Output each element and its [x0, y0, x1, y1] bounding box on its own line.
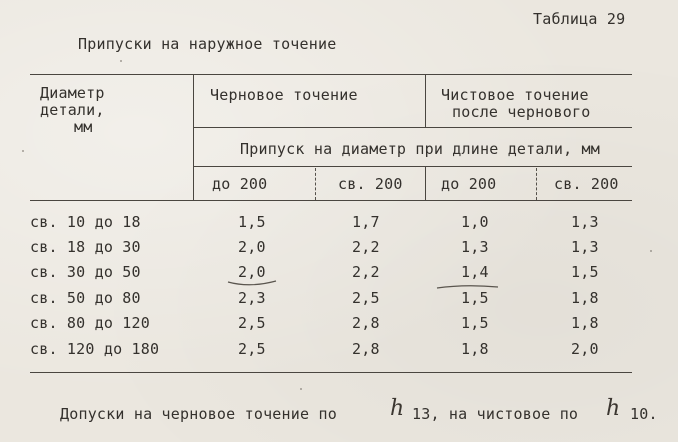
col1-header-line1: Диаметр [40, 84, 105, 102]
row-range: св. 30 до 50 [30, 263, 141, 281]
row-value-finish-over200: 1,8 [571, 289, 599, 307]
row-value-rough-over200: 2,8 [352, 314, 380, 332]
row-value-rough-over200: 2,8 [352, 340, 380, 358]
footer-text-part2: 13, на чистовое по [412, 405, 579, 423]
col1-header-line3: мм [74, 118, 93, 136]
row-value-finish-upto200: 1,5 [461, 314, 489, 332]
row-value-rough-upto200: 2,0 [238, 238, 266, 256]
row-value-finish-over200: 1,8 [571, 314, 599, 332]
row-value-finish-over200: 1,5 [571, 263, 599, 281]
row-value-rough-upto200: 2,3 [238, 289, 266, 307]
row-value-finish-upto200: 1,0 [461, 213, 489, 231]
col1-header-line2: детали, [40, 101, 105, 119]
subheader-finish-over200: св. 200 [554, 175, 619, 193]
row-value-finish-upto200: 1,5 [461, 289, 489, 307]
finish-header-line2: после чернового [452, 103, 591, 121]
tolerance-mark-rough: h [390, 396, 405, 421]
row-value-rough-upto200: 2,5 [238, 314, 266, 332]
paper-speck [300, 388, 302, 390]
row-range: св. 120 до 180 [30, 340, 160, 358]
table-title: Припуски на наружное точение [78, 35, 337, 53]
subheader-finish-upto200: до 200 [441, 175, 497, 193]
row-value-rough-upto200: 2,0 [238, 263, 266, 281]
row-range: св. 50 до 80 [30, 289, 141, 307]
row-range: св. 18 до 30 [30, 238, 141, 256]
footer-text-part3: 10. [630, 405, 658, 423]
row-value-finish-upto200: 1,8 [461, 340, 489, 358]
finish-header-line1: Чистовое точение [441, 86, 589, 104]
row-value-finish-over200: 2,0 [571, 340, 599, 358]
paper-speck [120, 60, 122, 62]
subheader-rough-over200: св. 200 [338, 175, 403, 193]
row-value-finish-upto200: 1,4 [461, 263, 489, 281]
allowance-header: Припуск на диаметр при длине детали, мм [240, 140, 600, 158]
rough-header: Черновое точение [210, 86, 358, 104]
tolerance-mark-finish: h [606, 396, 621, 421]
row-value-finish-over200: 1,3 [571, 238, 599, 256]
row-value-rough-over200: 2,2 [352, 238, 380, 256]
row-value-rough-over200: 2,5 [352, 289, 380, 307]
row-value-finish-upto200: 1,3 [461, 238, 489, 256]
subheader-rough-upto200: до 200 [212, 175, 268, 193]
row-value-rough-upto200: 2,5 [238, 340, 266, 358]
paper-speck [22, 150, 24, 152]
table-number: Таблица 29 [533, 10, 626, 28]
row-value-rough-over200: 1,7 [352, 213, 380, 231]
footer-text-part1: Допуски на черновое точение по [60, 405, 337, 423]
row-range: св. 10 до 18 [30, 213, 141, 231]
row-value-finish-over200: 1,3 [571, 213, 599, 231]
paper-speck [650, 250, 652, 252]
row-value-rough-upto200: 1,5 [238, 213, 266, 231]
row-value-rough-over200: 2,2 [352, 263, 380, 281]
row-range: св. 80 до 120 [30, 314, 150, 332]
